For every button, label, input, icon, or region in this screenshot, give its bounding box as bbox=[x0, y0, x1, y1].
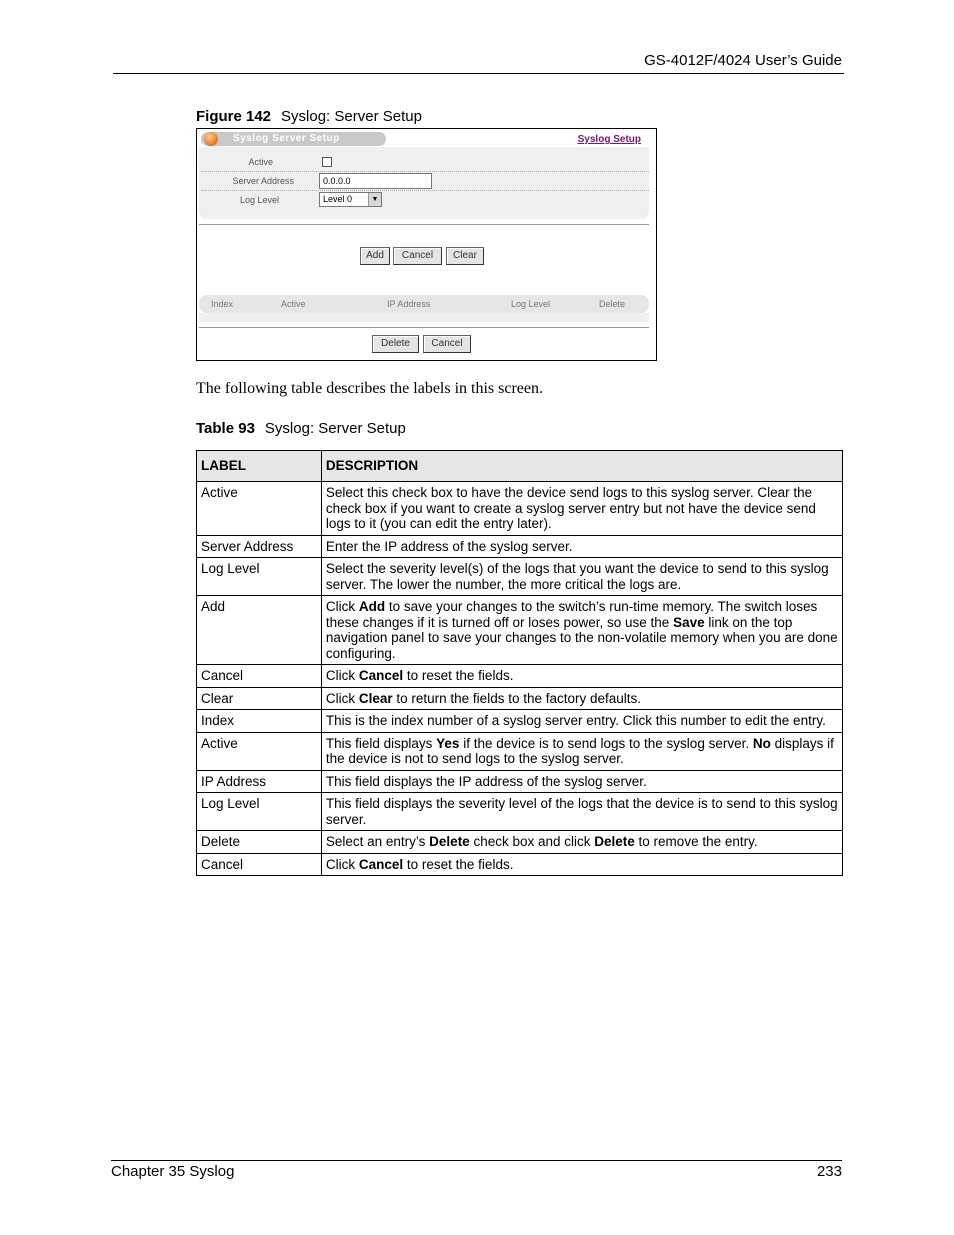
dropdown-arrow-icon[interactable]: ▼ bbox=[368, 193, 381, 206]
entry-list-header bbox=[199, 295, 649, 313]
row-description bbox=[321, 558, 842, 596]
row-description bbox=[321, 853, 842, 876]
col-log-level: Log Level bbox=[511, 299, 551, 309]
col-ip-address: IP Address bbox=[387, 299, 431, 309]
description-text: displays if the device is not to send logs to the syslog server. bbox=[325, 735, 834, 766]
cancel-list-button[interactable]: Cancel bbox=[423, 335, 471, 353]
row-description bbox=[321, 687, 842, 710]
table-row bbox=[197, 687, 843, 710]
row-label: Cancel bbox=[197, 665, 322, 688]
figure-title: Syslog: Server Setup bbox=[281, 108, 422, 125]
row-description bbox=[321, 710, 842, 733]
emphasis-text: Clear bbox=[358, 690, 393, 706]
cancel-button[interactable]: Cancel bbox=[393, 247, 442, 265]
description-text: to save your changes to the switch’s run-time memory. The switch loses these changes if it is turned off or loses power, so use the bbox=[325, 599, 818, 630]
orange-bullet-icon bbox=[204, 132, 218, 146]
running-header: GS-4012F/4024 User’s Guide bbox=[644, 52, 842, 69]
col-active: Active bbox=[281, 299, 306, 309]
table-row bbox=[197, 665, 843, 688]
page-number: 233 bbox=[816, 1163, 842, 1180]
header-description: DESCRIPTION bbox=[321, 451, 842, 482]
description-text: Click bbox=[325, 668, 359, 683]
row-label: Delete bbox=[197, 831, 322, 854]
description-text: link on the top navigation panel to save your changes to the non-volatile memory when you are done configuring. bbox=[325, 614, 838, 661]
row-description bbox=[321, 596, 842, 665]
server-address-label: Server Address bbox=[232, 176, 294, 186]
row-description bbox=[321, 535, 842, 558]
row-label: Add bbox=[197, 596, 322, 665]
server-address-input[interactable]: 0.0.0.0 bbox=[319, 173, 432, 189]
delete-button[interactable]: Delete bbox=[372, 335, 419, 353]
description-text: Select the severity level(s) of the logs that you want the device to send to this syslog server. The lower the number, the more critical the logs are. bbox=[325, 561, 829, 592]
description-text: This field displays bbox=[325, 735, 437, 751]
syslog-setup-link[interactable]: Syslog Setup bbox=[577, 134, 641, 145]
separator bbox=[199, 327, 649, 328]
description-text: to remove the entry. bbox=[634, 834, 758, 849]
table-row bbox=[197, 710, 843, 733]
description-text: to reset the fields. bbox=[403, 856, 514, 872]
emphasis-text: Yes bbox=[436, 735, 460, 751]
separator bbox=[199, 224, 649, 225]
emphasis-text: Cancel bbox=[358, 668, 404, 683]
emphasis-text: No bbox=[752, 735, 771, 751]
clear-button[interactable]: Clear bbox=[446, 247, 484, 265]
row-description bbox=[321, 665, 842, 688]
row-label: Cancel bbox=[197, 853, 322, 876]
emphasis-text: Cancel bbox=[358, 856, 404, 872]
log-level-value: Level 0 bbox=[323, 194, 353, 204]
log-level-label: Log Level bbox=[239, 195, 279, 205]
description-text: Enter the IP address of the syslog server. bbox=[325, 538, 573, 554]
row-label: Clear bbox=[197, 687, 322, 710]
table-title: Syslog: Server Setup bbox=[264, 420, 406, 437]
emphasis-text: Add bbox=[358, 599, 386, 614]
table-row bbox=[197, 831, 843, 854]
table-caption bbox=[196, 420, 406, 437]
footer-chapter: Chapter 35 Syslog bbox=[111, 1163, 235, 1180]
add-button[interactable]: Add bbox=[360, 247, 390, 265]
table-row bbox=[197, 732, 843, 770]
description-text: to return the fields to the factory defaults. bbox=[392, 690, 642, 706]
description-text: Select this check box to have the device send logs to this syslog server. Clear the check box if you want to create a syslog server entry but not have the device send logs to it (you can edit the entry later). bbox=[325, 485, 816, 531]
row-label: Log Level bbox=[197, 558, 322, 596]
log-level-row bbox=[201, 191, 649, 210]
table-header-row bbox=[197, 451, 843, 482]
description-text: check box and click bbox=[469, 834, 595, 849]
row-label: Server Address bbox=[197, 535, 322, 558]
row-description bbox=[321, 831, 842, 854]
description-text: Click bbox=[325, 856, 359, 872]
body-paragraph: The following table describes the labels in this screen. bbox=[196, 380, 544, 397]
figure-caption bbox=[196, 108, 422, 125]
row-description bbox=[321, 482, 842, 536]
entry-list-body bbox=[199, 313, 649, 322]
setup-panel bbox=[199, 131, 649, 219]
table-row bbox=[197, 793, 843, 831]
description-text: Click bbox=[325, 599, 359, 614]
header-rule bbox=[113, 73, 844, 74]
header-label: LABEL bbox=[197, 451, 322, 482]
row-label: Active bbox=[197, 732, 322, 770]
description-text: This field displays the severity level of the logs that the device is to send to this syslog server. bbox=[325, 796, 838, 827]
emphasis-text: Save bbox=[673, 614, 705, 630]
row-label: Log Level bbox=[197, 793, 322, 831]
description-text: This field displays the IP address of the syslog server. bbox=[325, 773, 647, 789]
row-label: IP Address bbox=[197, 770, 322, 793]
table-row bbox=[197, 482, 843, 536]
table-row bbox=[197, 770, 843, 793]
syslog-screenshot bbox=[196, 128, 657, 361]
table-row bbox=[197, 596, 843, 665]
active-checkbox[interactable] bbox=[322, 157, 332, 167]
emphasis-text: Delete bbox=[594, 834, 635, 849]
col-delete: Delete bbox=[599, 299, 626, 309]
server-address-row bbox=[201, 172, 649, 191]
panel-titlebar bbox=[199, 131, 649, 147]
description-text: if the device is to send logs to the syslog server. bbox=[459, 735, 753, 751]
description-text: to reset the fields. bbox=[403, 668, 514, 683]
active-row bbox=[201, 153, 649, 172]
emphasis-text: Delete bbox=[429, 834, 470, 849]
figure-label: Figure 142 bbox=[196, 108, 272, 125]
table-row bbox=[197, 535, 843, 558]
col-index: Index bbox=[211, 299, 234, 309]
description-text: Select an entry’s bbox=[325, 834, 430, 849]
description-text: Click bbox=[325, 690, 359, 706]
description-text: This is the index number of a syslog server entry. Click this number to edit the entry. bbox=[325, 713, 826, 728]
row-label: Active bbox=[197, 482, 322, 536]
panel-title: Syslog Server Setup bbox=[233, 133, 340, 144]
log-level-select[interactable] bbox=[319, 192, 382, 207]
row-description bbox=[321, 732, 842, 770]
table-row bbox=[197, 853, 843, 876]
active-label: Active bbox=[248, 157, 273, 167]
table-row bbox=[197, 558, 843, 596]
row-description bbox=[321, 793, 842, 831]
row-label: Index bbox=[197, 710, 322, 733]
description-table bbox=[196, 450, 843, 876]
table-label: Table 93 bbox=[196, 420, 255, 437]
row-description bbox=[321, 770, 842, 793]
footer-rule bbox=[111, 1160, 842, 1161]
table-body bbox=[197, 482, 843, 876]
